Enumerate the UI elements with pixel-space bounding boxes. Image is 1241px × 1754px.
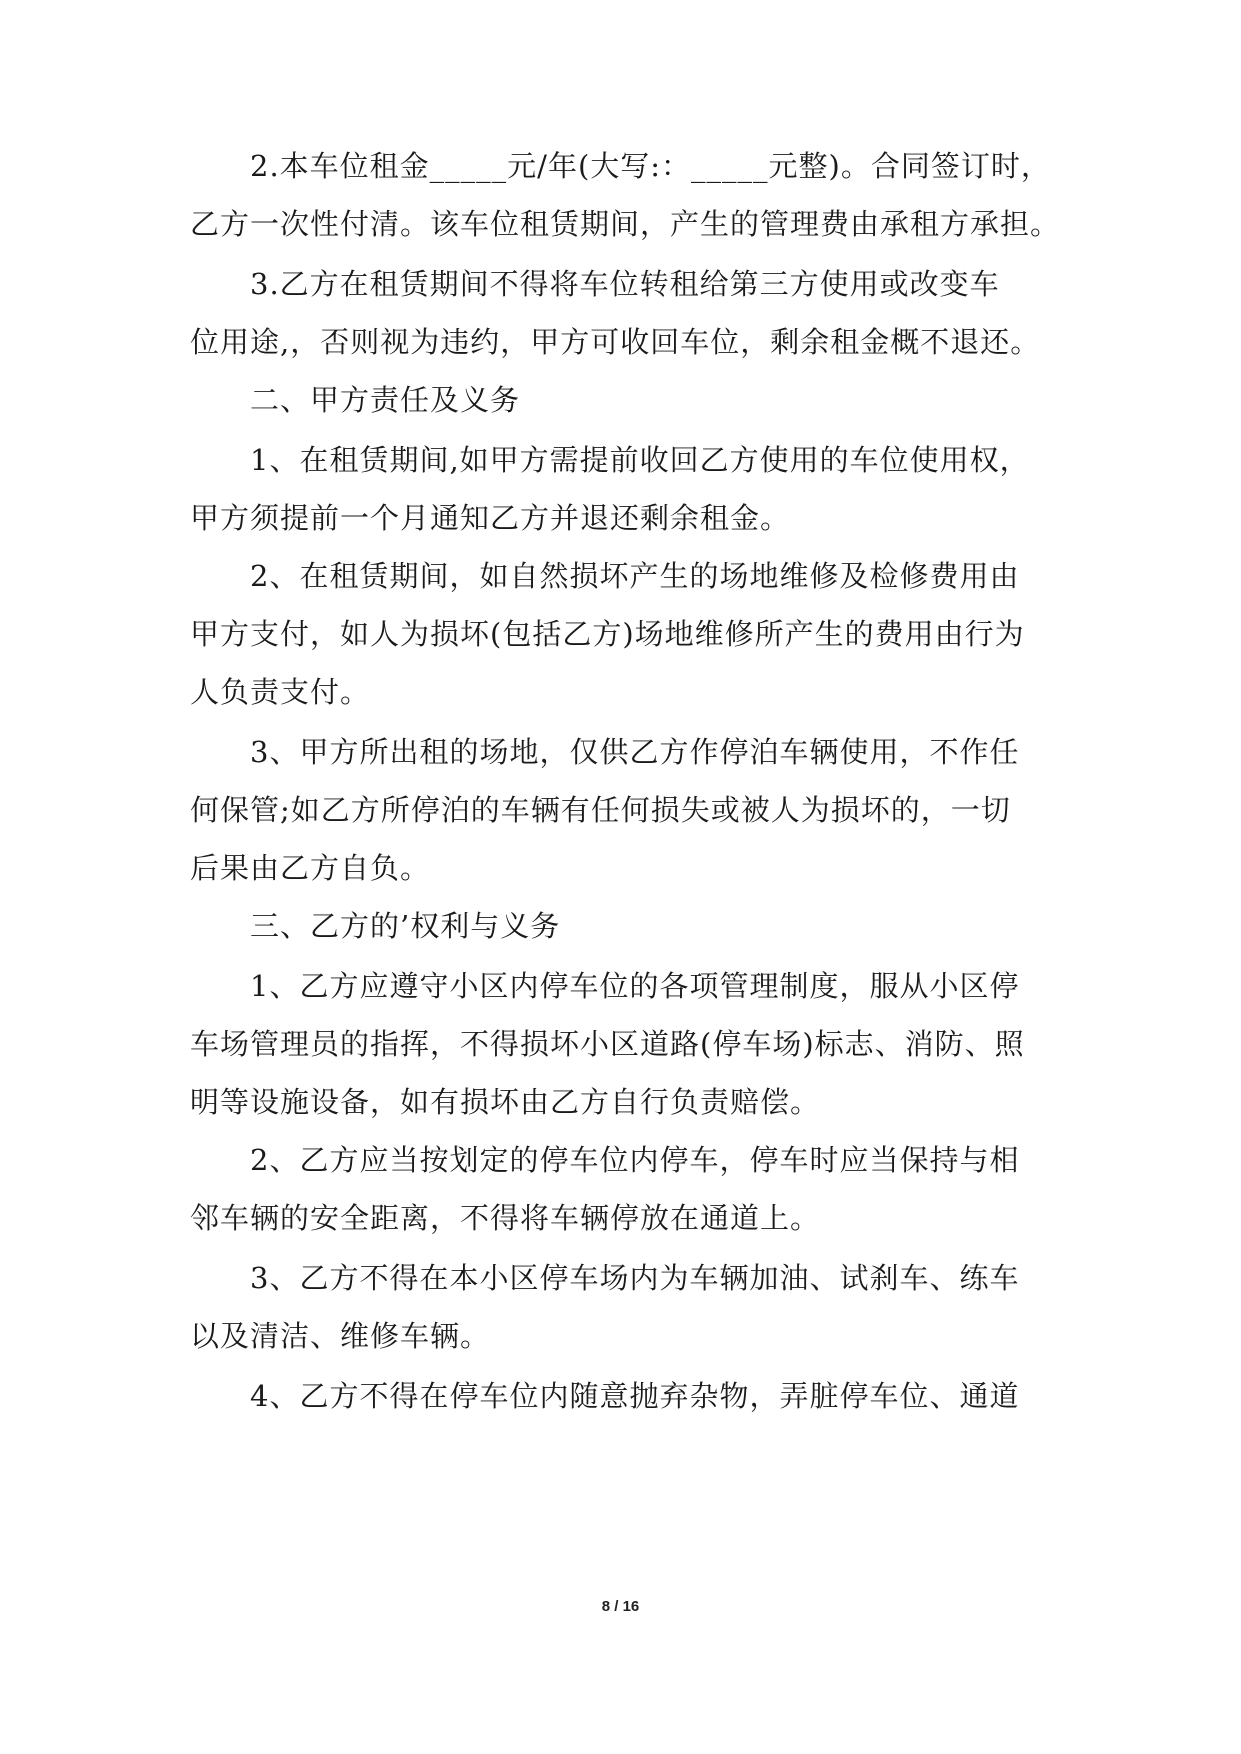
text-line: 4、乙方不得在停车位内随意抛弃杂物，弄脏停车位、通道 [250, 1379, 1020, 1413]
text-line: 1、乙方应遵守小区内停车位的各项管理制度，服从小区停 [250, 969, 1020, 1003]
text-line: 甲方须提前一个月通知乙方并退还剩余租金。 [190, 501, 791, 535]
text-line: 二、甲方责任及义务 [250, 383, 521, 417]
text-line: 以及清洁、维修车辆。 [190, 1319, 491, 1353]
text-line: 明等设施设备，如有损坏由乙方自行负责赔偿。 [190, 1085, 821, 1119]
text-line: 位用途,，否则视为违约，甲方可收回车位，剩余租金概不退还。 [190, 325, 1041, 359]
text-line: 后果由乙方自负。 [190, 851, 431, 885]
text-line: 2、在租赁期间，如自然损坏产生的场地维修及检修费用由 [250, 559, 1020, 593]
text-line: 1、在租赁期间,如甲方需提前收回乙方使用的车位使用权， [250, 443, 1030, 477]
text-line: 3、甲方所出租的场地，仅供乙方作停泊车辆使用，不作任 [250, 735, 1020, 769]
text-line: 人负责支付。 [190, 675, 371, 709]
page-number: 8 / 16 [601, 1598, 640, 1615]
text-line: 3.乙方在租赁期间不得将车位转租给第三方使用或改变车 [250, 267, 1000, 301]
text-line: 甲方支付，如人为损坏(包括乙方)场地维修所产生的费用由行为 [190, 617, 1025, 651]
text-line: 2、乙方应当按划定的停车位内停车，停车时应当保持与相 [250, 1143, 1020, 1177]
text-line: 乙方一次性付清。该车位租赁期间，产生的管理费由承租方承担。 [190, 207, 1061, 241]
text-line: 2.本车位租金_____元/年(大写:：_____元整)。合同签订时， [250, 149, 1051, 183]
text-line: 何保管;如乙方所停泊的车辆有任何损失或被人为损坏的，一切 [190, 793, 1011, 827]
text-line: 邻车辆的安全距离，不得将车辆停放在通道上。 [190, 1201, 821, 1235]
text-line: 车场管理员的指挥，不得损坏小区道路(停车场)标志、消防、照 [190, 1027, 1025, 1061]
text-line: 3、乙方不得在本小区停车场内为车辆加油、试刹车、练车 [250, 1261, 1020, 1295]
text-line: 三、乙方的’权利与义务 [250, 909, 561, 943]
